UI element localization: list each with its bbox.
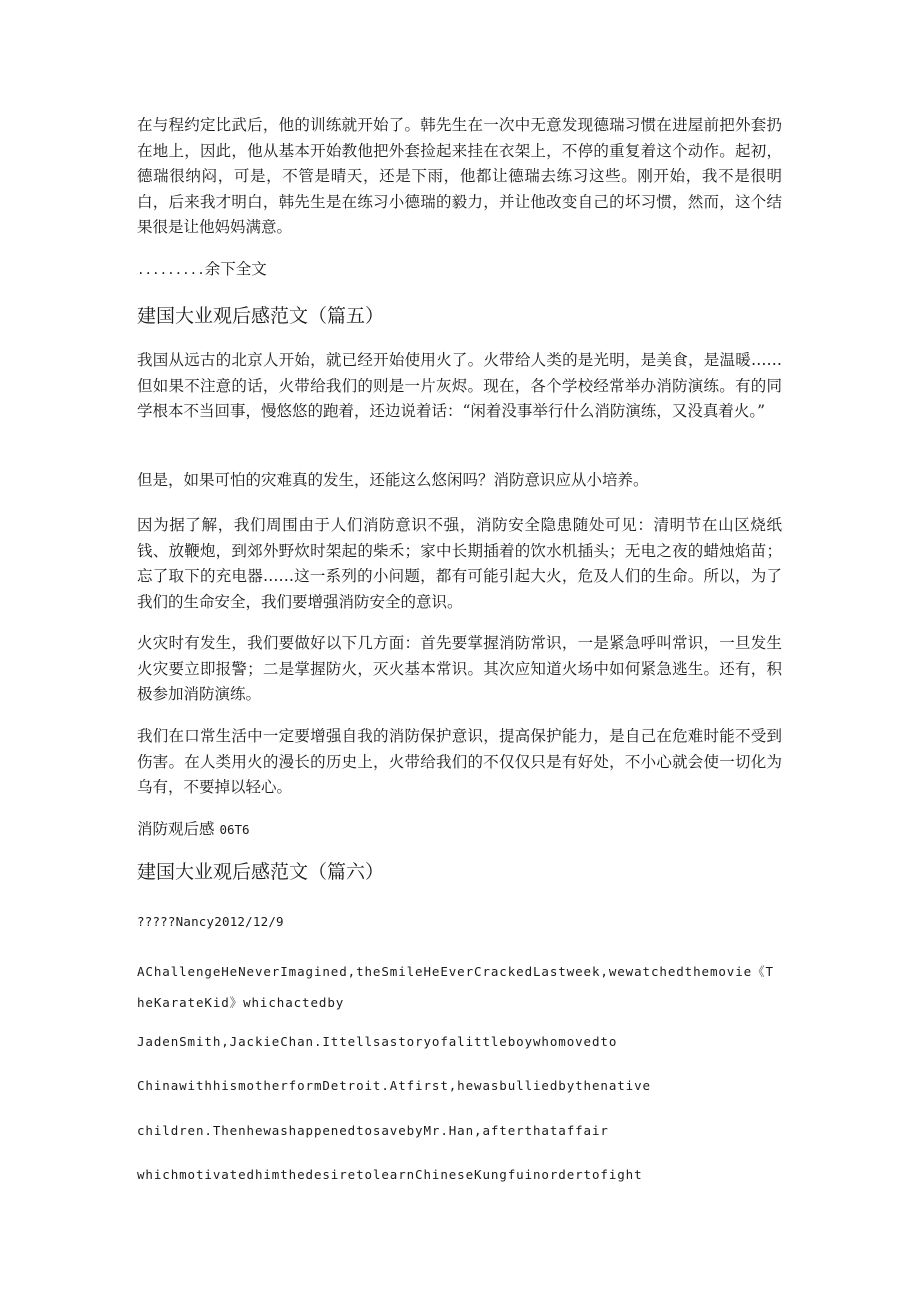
paragraph-5-4: 火灾时有发生，我们要做好以下几方面：首先要掌握消防常识，一是紧急呼叫常识，一旦发生火灾要立即报警；二是掌握防火，灭火基本常识。其次应知道火场中如何紧急逃生。还有，积极参加消防演练。 — [137, 634, 782, 704]
english-line-3: ChinawithhismotherformDetroit.Atfirst,hewasbulliedbythenative — [137, 1078, 651, 1093]
read-more-line[interactable] — [137, 257, 782, 283]
signature-line — [137, 817, 782, 843]
english-line-2: JadenSmith,JackieChan.Ittellsastoryofalittleboywhomovedto — [137, 1034, 618, 1049]
signature-text: 消防观后感 — [137, 820, 215, 838]
read-more-dots: ......... — [137, 262, 205, 277]
english-line-5: whichmotivatedhimthedesiretolearnChineseKungfuinordertofight — [137, 1167, 643, 1182]
heading-part-five: 建国大业观后感范文（篇五） — [137, 305, 385, 327]
english-line-4: children.ThenhewashappenedtosavebyMr.Han,afterthataffair — [137, 1123, 609, 1138]
read-more-label[interactable]: 余下全文 — [204, 260, 267, 278]
paragraph-5-2: 但是，如果可怕的灾难真的发生，还能这么悠闲吗？消防意识应从小培养。 — [137, 471, 649, 489]
heading-part-six: 建国大业观后感范文（篇六） — [137, 861, 385, 883]
english-line-1: AChallengeHeNeverImagined,theSmileHeEverCrackedLastweek,wewatchedthemovie《TheKarateKid》whichactedby — [137, 964, 774, 1010]
paragraph-intro: 在与程约定比武后，他的训练就开始了。韩先生在一次中无意发现德瑞习惯在进屋前把外套扔在地上，因此，他从基本开始教他把外套捡起来挂在衣架上，不停的重复着这个动作。起初，德瑞很纳闷，可是，不管是晴天，还是下雨，他都让德瑞去练习这些。刚开始，我不是很明白，后来我才明白，韩先生是在练习小德瑞的毅力，并让他改变自己的坏习惯，然而，这个结果很是让他妈妈满意。 — [137, 116, 782, 237]
english-author-line: ?????Nancy2012/12/9 — [137, 914, 284, 929]
paragraph-5-3: 因为据了解，我们周围由于人们消防意识不强，消防安全隐患随处可见：清明节在山区烧纸钱、放鞭炮，到郊外野炊时架起的柴禾；家中长期插着的饮水机插头；无电之夜的蜡烛焰苗；忘了取下的充电器……这一系列的小问题，都有可能引起大火，危及人们的生命。所以，为了我们的生命安全，我们要增强消防安全的意识。 — [137, 516, 782, 611]
paragraph-5-5: 我们在口常生活中一定要增强自我的消防保护意识，提高保护能力，是自己在危难时能不受到伤害。在人类用火的漫长的历史上，火带给我们的不仅仅只是有好处，不小心就会使一切化为乌有，不要掉以轻心。 — [137, 727, 782, 797]
signature-code: 06T6 — [219, 822, 250, 837]
paragraph-5-1: 我国从远古的北京人开始，就已经开始使用火了。火带给人类的是光明，是美食，是温暖……但如果不注意的话，火带给我们的则是一片灰烬。现在，各个学校经常举办消防演练。有的同学根本不当回事，慢悠悠的跑着，还边说着话：“闲着没事举行什么消防演练，又没真着火。” — [137, 351, 782, 421]
